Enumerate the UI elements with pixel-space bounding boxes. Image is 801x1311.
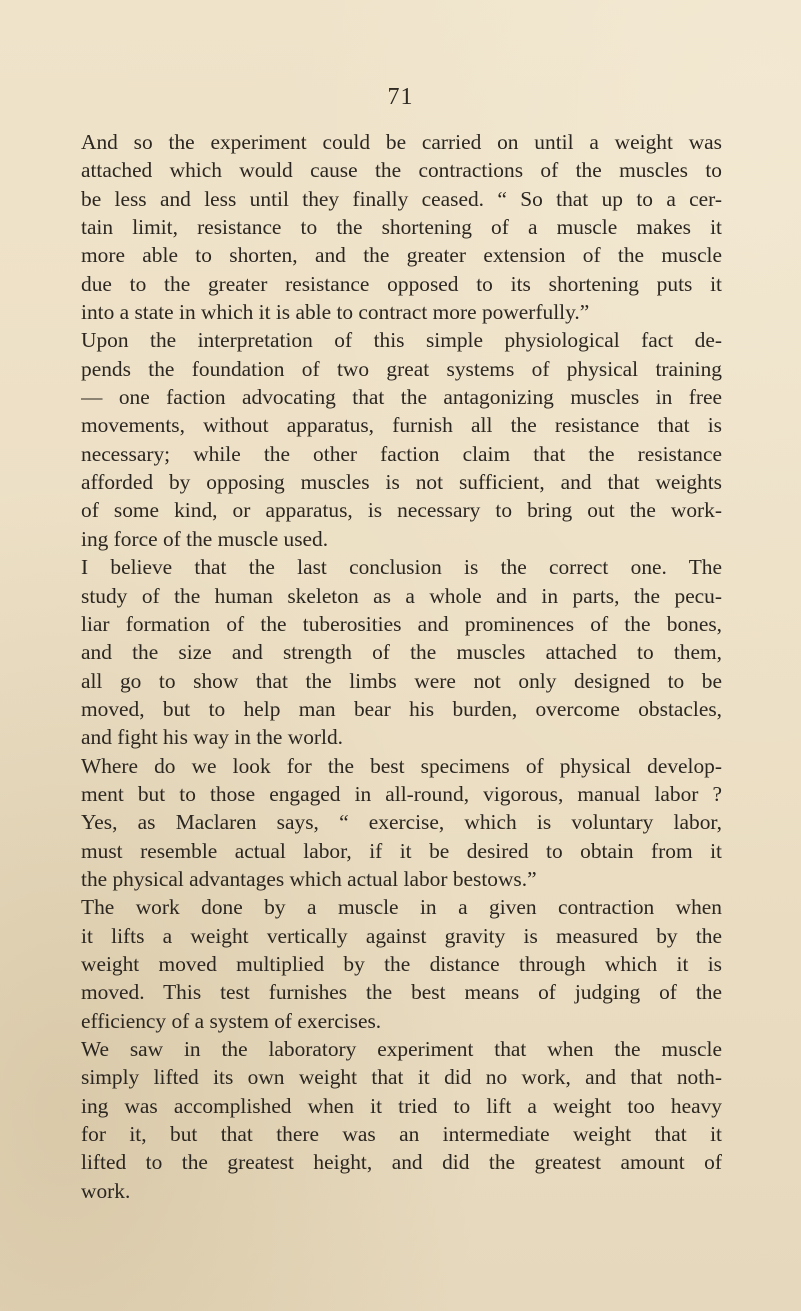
text-line: — one faction advocating that the antagonizing muscles in free [81,385,722,410]
text-line: be less and less until they finally ceased. “ So that up to a cer- [81,186,722,211]
text-line: for it, but that there was an intermediate weight that it [81,1122,722,1147]
paragraph [81,752,722,894]
paragraph [81,893,722,1035]
text-line: the physical advantages which actual labor bestows.” [81,866,537,891]
text-line: lifted to the greatest height, and did the greatest amount of [81,1150,722,1175]
text-line: ing force of the muscle used. [81,526,329,551]
text-line: The work done by a muscle in a given contraction when [81,895,722,920]
text-line: Where do we look for the best specimens of physical develop- [81,753,722,778]
text-line: necessary; while the other faction claim that the resistance [81,441,722,466]
paragraph [81,326,722,553]
text-line: moved, but to help man bear his burden, overcome obstacles, [81,696,722,721]
text-line: ing was accomplished when it tried to lift a weight too heavy [81,1093,722,1118]
text-line: tain limit, resistance to the shortening of a muscle makes it [81,215,722,240]
paragraph [81,1035,722,1205]
text-line: pends the foundation of two great systems of physical training [81,356,722,381]
text-line: simply lifted its own weight that it did no work, and that noth- [81,1065,722,1090]
text-line: Upon the interpretation of this simple physiological fact de- [81,328,722,353]
text-line: weight moved multiplied by the distance through which it is [81,951,722,976]
text-line: of some kind, or apparatus, is necessary to bring out the work- [81,498,722,523]
text-line: study of the human skeleton as a whole and in parts, the pecu- [81,583,722,608]
text-line: must resemble actual labor, if it be desired to obtain from it [81,838,722,863]
body-text [81,128,722,1205]
text-line: moved. This test furnishes the best means of judging of the [81,980,722,1005]
text-line: attached which would cause the contractions of the muscles to [81,158,722,183]
text-line: liar formation of the tuberosities and prominences of the bones, [81,611,722,636]
text-line: and the size and strength of the muscles attached to them, [81,640,722,665]
text-line: Yes, as Maclaren says, “ exercise, which is voluntary labor, [81,810,722,835]
text-line: all go to show that the limbs were not only designed to be [81,668,722,693]
text-line: We saw in the laboratory experiment that when the muscle [81,1037,722,1061]
page-number: 71 [387,84,414,110]
text-line: due to the greater resistance opposed to its shortening puts it [81,271,722,296]
paragraph [81,128,722,326]
text-line: more able to shorten, and the greater extension of the muscle [81,243,722,268]
text-line: afforded by opposing muscles is not sufficient, and that weights [81,470,722,495]
text-line: And so the experiment could be carried on until a weight was [81,130,722,154]
paragraph [81,553,722,751]
text-line: I believe that the last conclusion is the correct one. The [81,555,722,580]
text-line: ment but to those engaged in all-round, vigorous, manual labor ? [81,781,722,806]
text-line: into a state in which it is able to contract more powerfully.” [81,300,590,325]
text-line: it lifts a weight vertically against gravity is measured by the [81,923,722,948]
text-line: and fight his way in the world. [81,725,343,750]
text-line: efficiency of a system of exercises. [81,1008,382,1033]
text-line: work. [81,1178,131,1203]
text-line: movements, without apparatus, furnish all the resistance that is [81,413,722,438]
